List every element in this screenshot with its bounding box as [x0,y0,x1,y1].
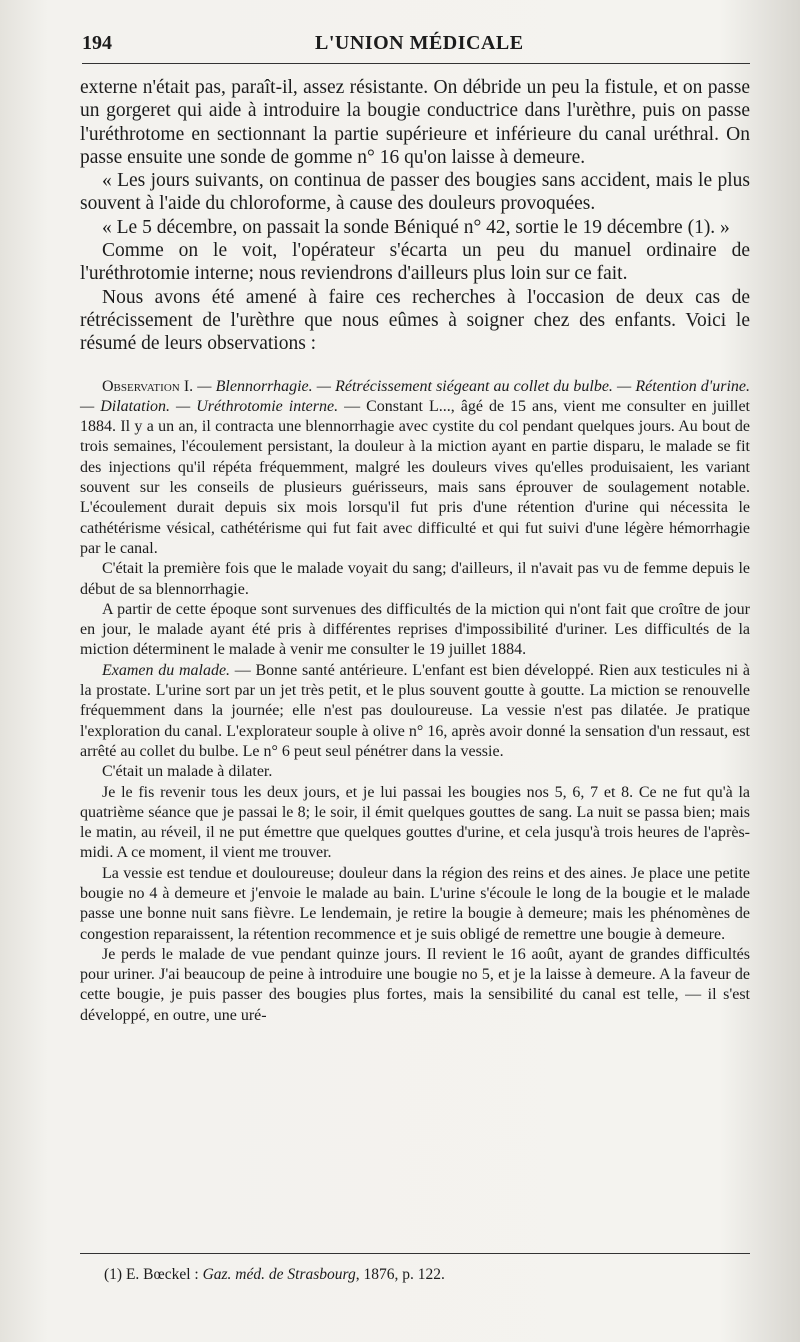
observation-paragraph-6: La vessie est tendue et douloureuse; douleur dans la région des reins et des aines. Je place une petite bougie no 4 à demeure et j'envoie le malade au bain. L'urine s'écoule le long de la bougie et le malade passe une bonne nuit sans fièvre. Le lendemain, je retire la bougie à demeure; mais les phénomènes de congestion reparaissent, la rétention recommence et je suis obligé de remettre une bougie à demeure. [80,864,750,943]
observation-1 [80,377,750,560]
observation-paragraph-2: A partir de cette époque sont survenues des difficultés de la miction qui n'ont fait que croître de jour en jour, le malade ayant été pris à différentes reprises d'impossibilité d'uriner. Les difficultés de la miction déterminent le malade à venir me consulter le 19 juillet 1884. [80,600,750,659]
exam-text: — Bonne santé antérieure. L'enfant est bien développé. Rien aux testicules ni à la prostate. L'urine sort par un jet très petit, et le plus souvent goutte à goutte. La miction se renouvelle fréquemment dans la journée; elle n'est pas douloureuse. La vessie n'est pas dilatée. Je pratique l'exploration du canal. L'explorateur souple à olive n° 16, après avoir donné la sensation d'un ressaut, est arrêté au collet du bulbe. Le n° 6 peut seul pénétrer dans la vessie. [80,661,750,760]
article-body [80,76,750,1026]
footnote-marker: (1) [104,1266,123,1283]
footnote [84,1265,750,1285]
page-number: 194 [82,32,112,54]
observation-paragraph-3 [80,661,750,762]
footnote-author: E. Bœckel : [122,1266,203,1283]
observation-paragraph-1: C'était la première fois que le malade voyait du sang; d'ailleurs, il n'avait pas vu de femme depuis le début de sa blennorrhagie. [80,560,750,598]
observation-paragraph-7: Je perds le malade de vue pendant quinze jours. Il revient le 16 août, ayant de grandes difficultés pour uriner. J'ai beaucoup de peine à introduire une bougie no 5, et je la laisse à demeure. A la faveur de cette bougie, je puis passer des bougies plus fortes, mais la sensibilité du canal est telle, — il s'est développé, en outre, une uré- [80,945,750,1024]
footnote-rule [80,1253,750,1254]
footnote-rest: , 1876, p. 122. [355,1266,445,1283]
paragraph-3: « Le 5 décembre, on passait la sonde Béniqué n° 42, sortie le 19 décembre (1). » [102,216,730,238]
observation-label: Observation I. [102,377,194,395]
paragraph-1: externe n'était pas, paraît-il, assez résistante. On débride un peu la fistule, et on passe un gorgeret qui aide à introduire la bougie conductrice dans l'urèthre, puis on passe l'uréthrotome en sectionnant la partie supérieure et inférieure du canal uréthral. On passe ensuite une sonde de gomme n° 16 qu'on laisse à demeure. [80,77,750,168]
page-header [82,30,750,60]
header-rule [82,63,750,64]
observation-paragraph-5: Je le fis revenir tous les deux jours, et je lui passai les bougies nos 5, 6, 7 et 8. Ce ne fut qu'à la quatrième séance que je passai le 8; le soir, il émit quelques gouttes de sang. La nuit se passa bien; mais le matin, au réveil, il ne put émettre que quelques gouttes d'urine, et cela jusqu'à trois heures de l'après-midi. A ce moment, il vient me trouver. [80,783,750,862]
observation-text: — Constant L..., âgé de 15 ans, vient me consulter en juillet 1884. Il y a un an, il contracta une blennorrhagie avec cystite du col pendant quelques jours. Au bout de trois semaines, l'écoulement persistant, la douleur à la miction ayant en partie disparu, le malade se fit des injections qu'il répéta fréquemment, malgré les douleurs vives qu'elles produisaient, les variant souvent sur les conseils de plusieurs guérisseurs, mais sans éprouver de soulagement notable. L'écoulement durait depuis six mois lorsqu'il fut pris d'une rétention d'urine qui nécessita le cathétérisme vésical, cathétérisme qui fut fait avec difficulté et qui fut suivi d'une légère hémorrhagie par le canal. [80,397,751,557]
observation-paragraph-4: C'était un malade à dilater. [102,763,273,781]
exam-label: Examen du malade. [102,661,231,679]
paragraph-5: Nous avons été amené à faire ces recherches à l'occasion de deux cas de rétrécissement de l'urèthre que nous eûmes à soigner chez des enfants. Voici le résumé de leurs observations : [80,286,750,355]
observation-title: — Blennorrhagie. — Rétrécissement siégeant au collet du bulbe. — Rétention d'urine. — Dilatation. — Uréthrotomie interne. [80,377,751,415]
footnote-journal: Gaz. méd. de Strasbourg [202,1266,356,1283]
paragraph-2: « Les jours suivants, on continua de passer des bougies sans accident, mais le plus souvent à l'aide du chloroforme, à cause des douleurs provoquées. [80,170,750,215]
paragraph-4: Comme on le voit, l'opérateur s'écarta un peu du manuel ordinaire de l'uréthrotomie interne; nous reviendrons d'ailleurs plus loin sur ce fait. [80,240,750,285]
running-title: L'UNION MÉDICALE [315,32,524,54]
